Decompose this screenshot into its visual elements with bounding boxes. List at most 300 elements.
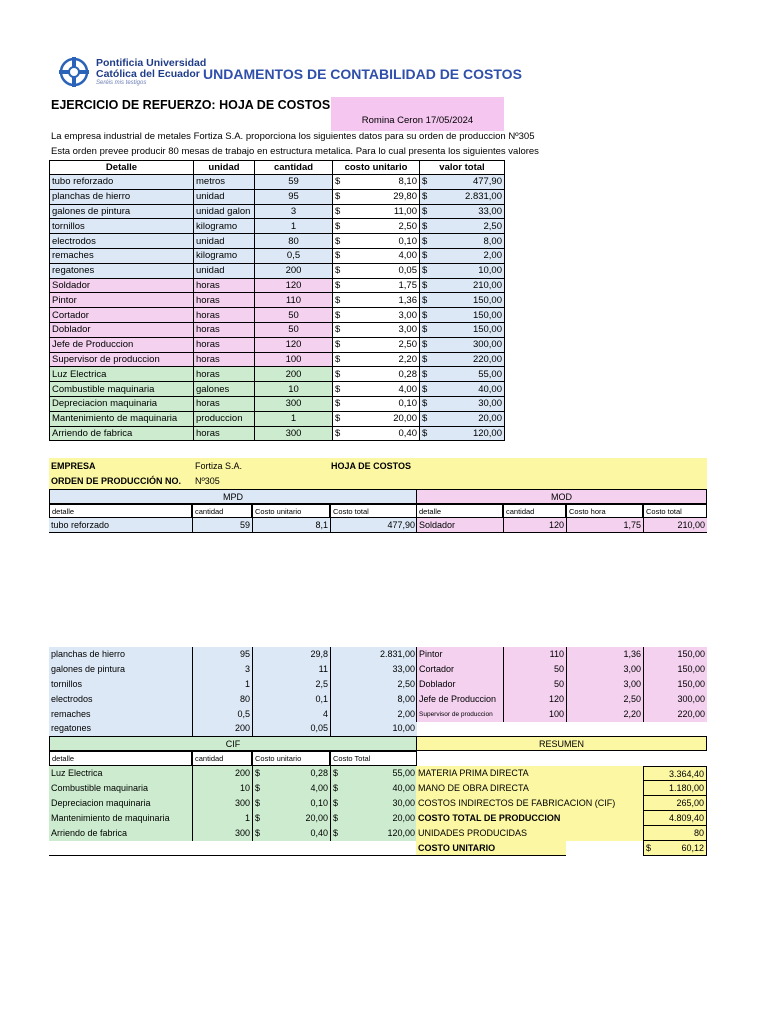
currency-symbol: $: [422, 220, 428, 232]
mpd-col-header: Costo unitario: [252, 504, 330, 518]
cell-costo-unitario: [333, 293, 420, 308]
mod-cell: 150,00: [643, 647, 707, 662]
currency-symbol: $: [333, 828, 339, 838]
resumen-value-text: 265,00: [676, 798, 704, 808]
costo-value: 2,50: [398, 339, 417, 351]
col-unidad: unidad: [194, 161, 255, 175]
cell-valor-total: [420, 382, 505, 397]
costo-value: 1,36: [398, 294, 417, 306]
mpd-cell: 0,1: [252, 692, 330, 707]
resumen-value: [643, 766, 707, 781]
mod-cell: Doblador: [416, 677, 503, 692]
table-row: [50, 367, 505, 382]
cell-cantidad: 200: [255, 263, 333, 278]
currency-symbol: $: [422, 309, 428, 321]
cif-money-cell: [330, 811, 417, 826]
currency-symbol: $: [335, 324, 341, 336]
mod-cell: Supervisor de produccion: [416, 707, 503, 722]
total-value: 477,90: [472, 176, 502, 188]
cell-unidad: horas: [194, 367, 255, 382]
costo-value: 20,00: [393, 413, 417, 425]
mod-cell: 50: [503, 662, 566, 677]
mpd-cell: 2.831,00: [330, 647, 417, 662]
resumen-value: [643, 781, 707, 796]
cell-costo-unitario: [333, 175, 420, 190]
mod-cell: Cortador: [416, 662, 503, 677]
mod-cell: Jefe de Produccion: [416, 692, 503, 707]
resumen-value-text: 4.809,40: [668, 813, 704, 823]
currency-symbol: $: [335, 309, 341, 321]
cell-costo-unitario: [333, 189, 420, 204]
resumen-label: MATERIA PRIMA DIRECTA: [416, 766, 643, 781]
currency-symbol: $: [422, 324, 428, 336]
table-row: [50, 426, 505, 441]
cell-valor-total: [420, 189, 505, 204]
intro-text-1: La empresa industrial de metales Fortiza S.A. proporciona los siguientes datos para su orden de produccion Nº305: [51, 131, 535, 142]
currency-symbol: $: [422, 339, 428, 351]
mod-cell: 150,00: [643, 662, 707, 677]
cell-cantidad: 1: [255, 219, 333, 234]
mpd-cell: planchas de hierro: [49, 647, 192, 662]
cell-unidad: horas: [194, 293, 255, 308]
currency-symbol: $: [335, 398, 341, 410]
costo-value: 2,20: [398, 353, 417, 365]
total-value: 30,00: [478, 398, 502, 410]
cell-valor-total: [420, 293, 505, 308]
mod-col-header: Costo total: [643, 504, 707, 518]
cell-unidad: horas: [194, 337, 255, 352]
cif-cell: Depreciacion maquinaria: [49, 796, 192, 811]
currency-symbol: $: [335, 265, 341, 277]
cell-cantidad: 59: [255, 175, 333, 190]
currency-symbol: $: [333, 768, 339, 778]
cell-detalle: Jefe de Produccion: [50, 337, 194, 352]
cell-detalle: planchas de hierro: [50, 189, 194, 204]
cell-valor-total: [420, 278, 505, 293]
mod-cell: 120: [503, 518, 566, 533]
cell-unidad: produccion: [194, 411, 255, 426]
data-table-header: [50, 161, 505, 175]
total-value: 300,00: [472, 339, 502, 351]
currency-symbol: $: [422, 353, 428, 365]
table-row: [50, 322, 505, 337]
total-value: 150,00: [472, 309, 502, 321]
cell-unidad: horas: [194, 352, 255, 367]
cell-costo-unitario: [333, 308, 420, 323]
cell-detalle: remaches: [50, 248, 194, 263]
mpd-col-header: Costo total: [330, 504, 417, 518]
cell-valor-total: [420, 248, 505, 263]
mod-cell: Soldador: [416, 518, 503, 533]
costo-value: 3,00: [398, 309, 417, 321]
cell-cantidad: 200: [255, 367, 333, 382]
cell-valor-total: [420, 308, 505, 323]
resumen-label: COSTOS INDIRECTOS DE FABRICACION (CIF): [416, 796, 643, 811]
mod-cell: 120: [503, 692, 566, 707]
cif-value: 0,40: [310, 828, 328, 838]
cell-cantidad: 300: [255, 396, 333, 411]
mod-cell: 1,36: [566, 647, 643, 662]
mpd-cell: electrodos: [49, 692, 192, 707]
currency-symbol: $: [335, 294, 341, 306]
empresa-value: Fortiza S.A.: [195, 461, 243, 471]
cell-detalle: Cortador: [50, 308, 194, 323]
mpd-cell: 3: [192, 662, 252, 677]
university-name-line2: Católica del Ecuador: [96, 68, 200, 80]
cell-costo-unitario: [333, 337, 420, 352]
cell-unidad: horas: [194, 426, 255, 441]
cell-detalle: galones de pintura: [50, 204, 194, 219]
currency-symbol: $: [646, 843, 652, 853]
total-value: 2,00: [483, 250, 502, 262]
cif-money-cell: [330, 826, 417, 841]
currency-symbol: $: [255, 768, 261, 778]
total-value: 210,00: [472, 279, 502, 291]
table-row: [50, 308, 505, 323]
costo-value: 2,50: [398, 220, 417, 232]
mpd-cell: 4: [252, 707, 330, 722]
cell-cantidad: 3: [255, 204, 333, 219]
mod-col-header: detalle: [416, 504, 503, 518]
cif-cell: 1: [192, 811, 252, 826]
university-name-line1: Pontificia Universidad: [96, 57, 207, 69]
mpd-cell: 1: [192, 677, 252, 692]
table-row: [50, 411, 505, 426]
cell-detalle: Mantenimiento de maquinaria: [50, 411, 194, 426]
total-value: 2,50: [483, 220, 502, 232]
cell-cantidad: 50: [255, 322, 333, 337]
mpd-cell: 2,00: [330, 707, 417, 722]
mpd-col-header: detalle: [49, 504, 192, 518]
mod-col-header: cantidad: [503, 504, 566, 518]
table-row: [50, 175, 505, 190]
cell-costo-unitario: [333, 234, 420, 249]
col-cantidad: cantidad: [255, 161, 333, 175]
cell-valor-total: [420, 263, 505, 278]
col-valor-total: valor total: [420, 161, 505, 175]
table-row: [50, 382, 505, 397]
currency-symbol: $: [335, 279, 341, 291]
cell-valor-total: [420, 337, 505, 352]
mpd-cell: 8,00: [330, 692, 417, 707]
mpd-cell: tubo reforzado: [49, 518, 192, 533]
cell-costo-unitario: [333, 382, 420, 397]
currency-symbol: $: [422, 427, 428, 439]
mpd-cell: 0,05: [252, 721, 330, 736]
mpd-cell: 29,8: [252, 647, 330, 662]
mpd-cell: tornillos: [49, 677, 192, 692]
total-value: 55,00: [478, 368, 502, 380]
mod-cell: Pintor: [416, 647, 503, 662]
cif-value: 0,10: [310, 798, 328, 808]
currency-symbol: $: [335, 368, 341, 380]
cell-detalle: Luz Electrica: [50, 367, 194, 382]
cell-costo-unitario: [333, 396, 420, 411]
cif-money-cell: [252, 781, 330, 796]
currency-symbol: $: [422, 176, 428, 188]
table-row: [50, 337, 505, 352]
cif-cell: Mantenimiento de maquinaria: [49, 811, 192, 826]
currency-symbol: $: [333, 798, 339, 808]
cif-money-cell: [330, 766, 417, 781]
mod-col-header: Costo hora: [566, 504, 643, 518]
resumen-label: COSTO UNITARIO: [416, 841, 566, 856]
resumen-label: UNIDADES PRODUCIDAS: [416, 826, 643, 841]
currency-symbol: $: [335, 383, 341, 395]
cif-money-cell: [330, 781, 417, 796]
cell-valor-total: [420, 204, 505, 219]
cell-costo-unitario: [333, 204, 420, 219]
currency-symbol: $: [422, 383, 428, 395]
mpd-cell: 477,90: [330, 518, 417, 533]
cell-costo-unitario: [333, 278, 420, 293]
cell-unidad: horas: [194, 396, 255, 411]
mpd-cell: 11: [252, 662, 330, 677]
currency-symbol: $: [422, 368, 428, 380]
mpd-cell: 80: [192, 692, 252, 707]
mod-cell: 210,00: [643, 518, 707, 533]
currency-symbol: $: [422, 294, 428, 306]
cell-valor-total: [420, 322, 505, 337]
mod-cell: 2,20: [566, 707, 643, 722]
cell-valor-total: [420, 352, 505, 367]
mod-cell: 50: [503, 677, 566, 692]
total-value: 8,00: [483, 235, 502, 247]
mpd-cell: galones de pintura: [49, 662, 192, 677]
currency-symbol: $: [335, 250, 341, 262]
currency-symbol: $: [333, 783, 339, 793]
costo-value: 11,00: [393, 205, 417, 217]
cif-cell: 300: [192, 826, 252, 841]
mpd-title: MPD: [49, 489, 417, 504]
cell-cantidad: 10: [255, 382, 333, 397]
cell-detalle: Combustible maquinaria: [50, 382, 194, 397]
table-row: [50, 278, 505, 293]
cell-detalle: electrodos: [50, 234, 194, 249]
cell-detalle: Doblador: [50, 322, 194, 337]
cif-value: 55,00: [392, 768, 415, 778]
currency-symbol: $: [422, 250, 428, 262]
cell-unidad: horas: [194, 278, 255, 293]
mod-cell: 220,00: [643, 707, 707, 722]
cell-cantidad: 80: [255, 234, 333, 249]
cif-money-cell: [252, 796, 330, 811]
cell-cantidad: 120: [255, 278, 333, 293]
costo-value: 8,10: [398, 176, 417, 188]
cell-unidad: unidad: [194, 263, 255, 278]
cell-cantidad: 120: [255, 337, 333, 352]
currency-symbol: $: [255, 813, 261, 823]
mpd-cell: remaches: [49, 707, 192, 722]
cell-unidad: horas: [194, 308, 255, 323]
cell-valor-total: [420, 219, 505, 234]
mod-cell: 1,75: [566, 518, 643, 533]
resumen-value: [643, 841, 707, 856]
resumen-value-text: 80: [693, 828, 704, 838]
currency-symbol: $: [255, 783, 261, 793]
mpd-cell: 33,00: [330, 662, 417, 677]
resumen-label: COSTO TOTAL DE PRODUCCION: [416, 811, 643, 826]
total-value: 20,00: [478, 413, 502, 425]
mpd-cell: 2,50: [330, 677, 417, 692]
currency-symbol: $: [422, 265, 428, 277]
cell-unidad: kilogramo: [194, 219, 255, 234]
cif-value: 30,00: [392, 798, 415, 808]
mod-cell: 2,50: [566, 692, 643, 707]
cif-col-header: detalle: [49, 751, 192, 766]
costo-value: 0,10: [398, 398, 417, 410]
cell-costo-unitario: [333, 352, 420, 367]
costo-value: 3,00: [398, 324, 417, 336]
resumen-value-text: 60,12: [681, 843, 704, 853]
costo-value: 1,75: [398, 279, 417, 291]
costo-value: 29,80: [393, 191, 417, 203]
cif-col-header: Costo unitario: [252, 751, 330, 766]
currency-symbol: $: [335, 191, 341, 203]
total-value: 10,00: [478, 265, 502, 277]
cell-unidad: kilogramo: [194, 248, 255, 263]
cell-valor-total: [420, 426, 505, 441]
cell-costo-unitario: [333, 248, 420, 263]
resumen-label: MANO DE OBRA DIRECTA: [416, 781, 643, 796]
cell-valor-total: [420, 396, 505, 411]
empresa-label: EMPRESA: [51, 461, 96, 471]
cif-title: CIF: [49, 736, 417, 751]
cell-costo-unitario: [333, 426, 420, 441]
cif-value: 20,00: [392, 813, 415, 823]
mpd-cell: 59: [192, 518, 252, 533]
mpd-cell: regatones: [49, 721, 192, 736]
hoja-title: HOJA DE COSTOS: [331, 461, 412, 471]
cell-costo-unitario: [333, 263, 420, 278]
cif-money-cell: [252, 826, 330, 841]
total-value: 40,00: [478, 383, 502, 395]
cif-cell: 300: [192, 796, 252, 811]
table-row: [50, 263, 505, 278]
cif-money-cell: [252, 766, 330, 781]
mpd-cell: 2,5: [252, 677, 330, 692]
col-detalle: Detalle: [50, 161, 194, 175]
total-value: 120,00: [472, 427, 502, 439]
cell-cantidad: 50: [255, 308, 333, 323]
cell-detalle: regatones: [50, 263, 194, 278]
costo-value: 0,10: [398, 235, 417, 247]
university-motto: Seréis mis testigos: [96, 80, 147, 86]
currency-symbol: $: [422, 191, 428, 203]
table-row: [50, 204, 505, 219]
total-value: 2.831,00: [465, 191, 502, 203]
table-row: [50, 248, 505, 263]
cif-cell: Combustible maquinaria: [49, 781, 192, 796]
currency-symbol: $: [255, 828, 261, 838]
cell-valor-total: [420, 367, 505, 382]
mpd-cell: 10,00: [330, 721, 417, 736]
table-row: [50, 234, 505, 249]
mpd-col-header: cantidad: [192, 504, 252, 518]
cif-value: 20,00: [305, 813, 328, 823]
resumen-value: [643, 796, 707, 811]
cell-unidad: horas: [194, 322, 255, 337]
cell-cantidad: 110: [255, 293, 333, 308]
mod-cell: 150,00: [643, 677, 707, 692]
cell-cantidad: 100: [255, 352, 333, 367]
currency-symbol: $: [255, 798, 261, 808]
cell-detalle: Arriendo de fabrica: [50, 426, 194, 441]
mpd-cell: 95: [192, 647, 252, 662]
cell-cantidad: 1: [255, 411, 333, 426]
cell-valor-total: [420, 411, 505, 426]
currency-symbol: $: [335, 235, 341, 247]
currency-symbol: $: [333, 813, 339, 823]
cell-detalle: tubo reforzado: [50, 175, 194, 190]
cell-detalle: Pintor: [50, 293, 194, 308]
orden-label: ORDEN DE PRODUCCIÓN NO.: [51, 476, 182, 486]
exercise-title: EJERCICIO DE REFUERZO: HOJA DE COSTOS: [51, 98, 331, 112]
cell-cantidad: 95: [255, 189, 333, 204]
cell-valor-total: [420, 234, 505, 249]
currency-symbol: $: [422, 279, 428, 291]
total-value: 150,00: [472, 324, 502, 336]
cif-cell: Arriendo de fabrica: [49, 826, 192, 841]
cif-cell: Luz Electrica: [49, 766, 192, 781]
costo-value: 0,40: [398, 427, 417, 439]
data-table: [49, 160, 505, 441]
mod-cell: 300,00: [643, 692, 707, 707]
cell-cantidad: 300: [255, 426, 333, 441]
currency-symbol: $: [335, 220, 341, 232]
mod-cell: 110: [503, 647, 566, 662]
cell-unidad: metros: [194, 175, 255, 190]
cell-detalle: Supervisor de produccion: [50, 352, 194, 367]
currency-symbol: $: [335, 413, 341, 425]
cell-detalle: Depreciacion maquinaria: [50, 396, 194, 411]
currency-symbol: $: [422, 205, 428, 217]
currency-symbol: $: [422, 413, 428, 425]
university-logo-icon: [57, 56, 91, 88]
resumen-value-text: 3.364,40: [668, 769, 704, 779]
table-row: [50, 189, 505, 204]
cif-cell: 200: [192, 766, 252, 781]
total-value: 150,00: [472, 294, 502, 306]
total-value: 220,00: [472, 353, 502, 365]
total-value: 33,00: [478, 205, 502, 217]
cell-unidad: unidad: [194, 234, 255, 249]
cif-bottom-border: [49, 855, 417, 856]
resumen-title: RESUMEN: [416, 736, 707, 751]
cell-costo-unitario: [333, 367, 420, 382]
costo-value: 0,28: [398, 368, 417, 380]
currency-symbol: $: [335, 353, 341, 365]
col-costo-unitario: costo unitario: [333, 161, 420, 175]
mod-cell: 3,00: [566, 677, 643, 692]
cell-unidad: galones: [194, 382, 255, 397]
currency-symbol: $: [422, 398, 428, 410]
cif-value: 40,00: [392, 783, 415, 793]
cif-value: 120,00: [387, 828, 415, 838]
currency-symbol: $: [335, 427, 341, 439]
mod-cell: 3,00: [566, 662, 643, 677]
cell-unidad: unidad galon: [194, 204, 255, 219]
author-date: Romina Ceron 17/05/2024: [361, 115, 474, 126]
mpd-cell: 8,1: [252, 518, 330, 533]
table-row: [50, 219, 505, 234]
cell-valor-total: [420, 175, 505, 190]
costo-value: 4,00: [398, 250, 417, 262]
mpd-cell: 0,5: [192, 707, 252, 722]
mpd-cell: 200: [192, 721, 252, 736]
cell-unidad: unidad: [194, 189, 255, 204]
cif-col-header: cantidad: [192, 751, 252, 766]
